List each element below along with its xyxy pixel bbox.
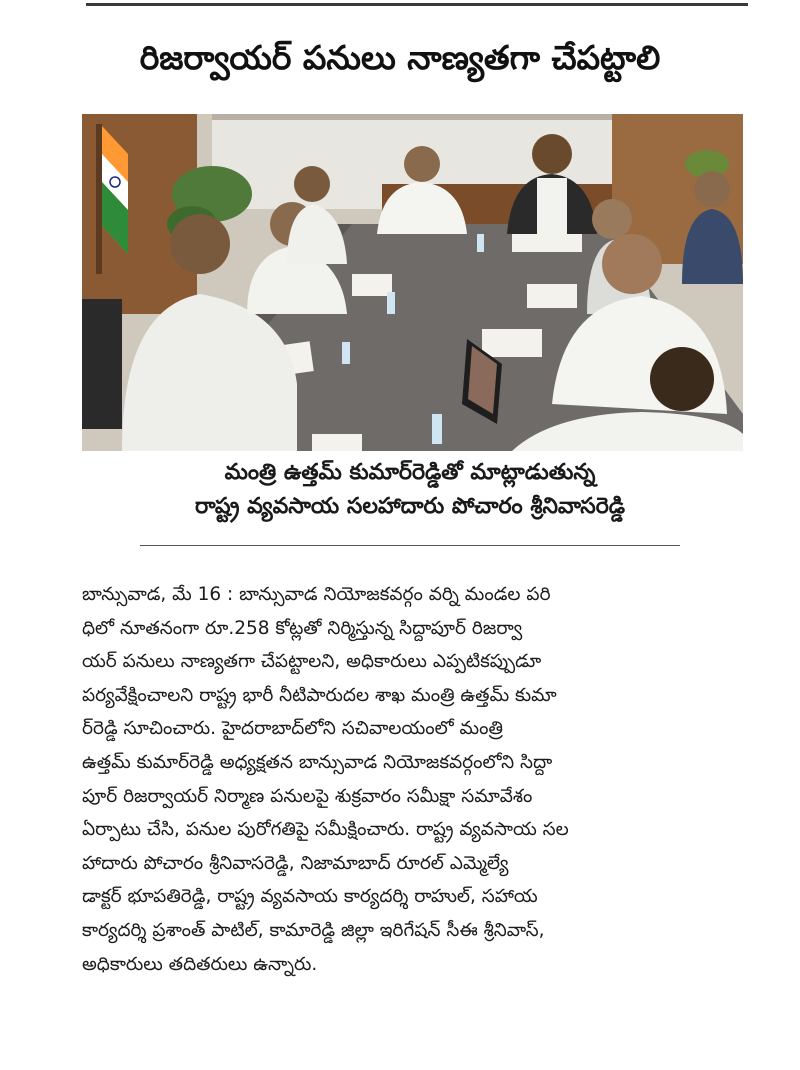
- headline: రిజర్వాయర్ పనులు నాణ్యతగా చేపట్టాలి: [139, 38, 661, 77]
- photo-caption-line: రాష్ట్ర వ్యవసాయ సలహాదారు పోచారం శ్రీనివాసరెడ్డి: [194, 494, 626, 519]
- body-line: అధికారులు తదితరులు ఉన్నారు.: [82, 953, 318, 975]
- article-body: [82, 578, 752, 981]
- top-rule: [86, 3, 748, 6]
- body-line: డాక్టర్ భూపతిరెడ్డి, రాష్ట్ర వ్యవసాయ కార్యదర్శి రాహుల్, సహాయ: [82, 886, 538, 908]
- photo-caption: [90, 456, 730, 524]
- body-line: బాన్సువాడ, మే 16 : బాన్సువాడ నియోజకవర్గం వర్ని మండల పరి: [82, 584, 551, 605]
- body-line: కార్యదర్శి ప్రశాంత్ పాటిల్, కామారెడ్డి జిల్లా ఇరిగేషన్ సీఈ శ్రీనివాస్,: [82, 919, 545, 941]
- body-line: ర్‌రెడ్డి సూచించారు. హైదరాబాద్‌లోని సచివాలయంలో మంత్రి: [82, 718, 503, 740]
- photo-caption-line: మంత్రి ఉత్తమ్ కుమార్‌రెడ్డితో మాట్లాడుతున్న: [224, 460, 596, 485]
- body-line: ఏర్పాటు చేసి, పనుల పురోగతిపై సమీక్షించారు. రాష్ట్ర వ్యవసాయ సల: [82, 819, 569, 841]
- caption-divider: [140, 545, 680, 546]
- meeting-photo: [82, 114, 743, 451]
- body-line: హాదారు పోచారం శ్రీనివాసరెడ్డి, నిజామాబాద్ రూరల్ ఎమ్మెల్యే: [82, 852, 509, 874]
- body-line: పర్యవేక్షించాలని రాష్ట్ర భారీ నీటిపారుదల శాఖ మంత్రి ఉత్తమ్ కుమా: [82, 684, 557, 706]
- body-line: ఉత్తమ్ కుమార్‌రెడ్డి అధ్యక్షతన బాన్సువాడ నియోజకవర్గంలోని సిద్దా: [82, 751, 553, 773]
- body-line: యర్ పనులు నాణ్యతగా చేపట్టాలని, అధికారులు ఎప్పటికప్పుడూ: [82, 651, 542, 673]
- meeting-photo-icon: [82, 114, 743, 451]
- body-line: ధిలో నూతనంగా రూ.258 కోట్లతో నిర్మిస్తున్న సిద్దాపూర్ రిజర్వా: [82, 617, 523, 639]
- body-line: పూర్ రిజర్వాయర్ నిర్మాణ పనులపై శుక్రవారం సమీక్షా సమావేశం: [82, 785, 533, 807]
